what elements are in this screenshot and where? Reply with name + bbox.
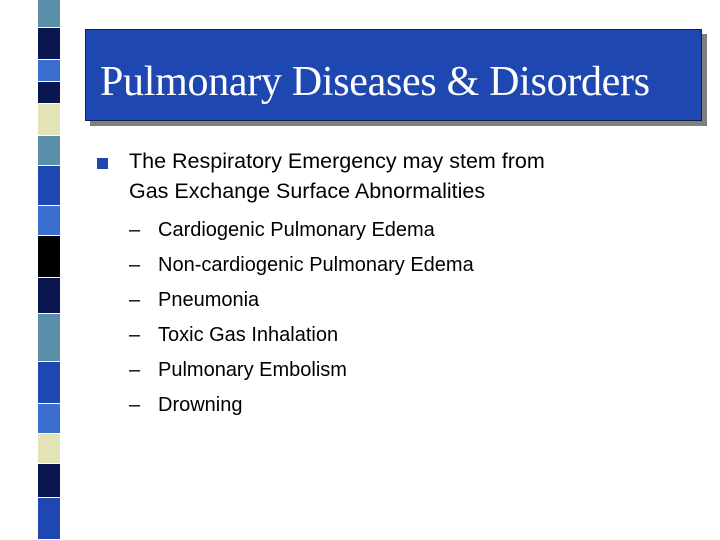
dash-bullet: – <box>129 324 141 346</box>
dash-bullet: – <box>129 394 141 416</box>
square-bullet-icon <box>97 158 108 169</box>
decorative-side-stripe <box>0 0 70 540</box>
stripe-block <box>38 314 60 362</box>
sub-item: Drowning <box>158 394 243 416</box>
stripe-block <box>38 28 60 60</box>
stripe-block <box>38 104 60 136</box>
stripe-block <box>38 404 60 434</box>
stripe-block <box>38 236 60 278</box>
stripe-block <box>38 278 60 314</box>
dash-bullet: – <box>129 289 141 311</box>
sub-item: Toxic Gas Inhalation <box>158 324 339 346</box>
stripe-block <box>38 136 60 166</box>
dash-bullet: – <box>129 254 141 276</box>
slide-title: Pulmonary Diseases & Disorders <box>100 59 650 105</box>
sub-item: Pneumonia <box>158 289 260 311</box>
main-bullet-line-1: The Respiratory Emergency may stem from <box>129 149 545 173</box>
stripe-block <box>38 60 60 82</box>
stripe-block <box>38 82 60 104</box>
sub-item: Cardiogenic Pulmonary Edema <box>158 219 435 241</box>
dash-bullet: – <box>129 359 141 381</box>
stripe-block <box>38 206 60 236</box>
stripe-block <box>38 434 60 464</box>
dash-bullet: – <box>129 219 141 241</box>
stripe-block <box>38 362 60 404</box>
sub-item: Pulmonary Embolism <box>158 359 347 381</box>
stripe-block <box>38 166 60 206</box>
stripe-block <box>38 498 60 540</box>
sub-item: Non-cardiogenic Pulmonary Edema <box>158 254 474 276</box>
stripe-block <box>0 0 38 28</box>
stripe-block <box>38 464 60 498</box>
main-bullet-line-2: Gas Exchange Surface Abnormalities <box>129 179 486 203</box>
stripe-block <box>38 0 60 28</box>
